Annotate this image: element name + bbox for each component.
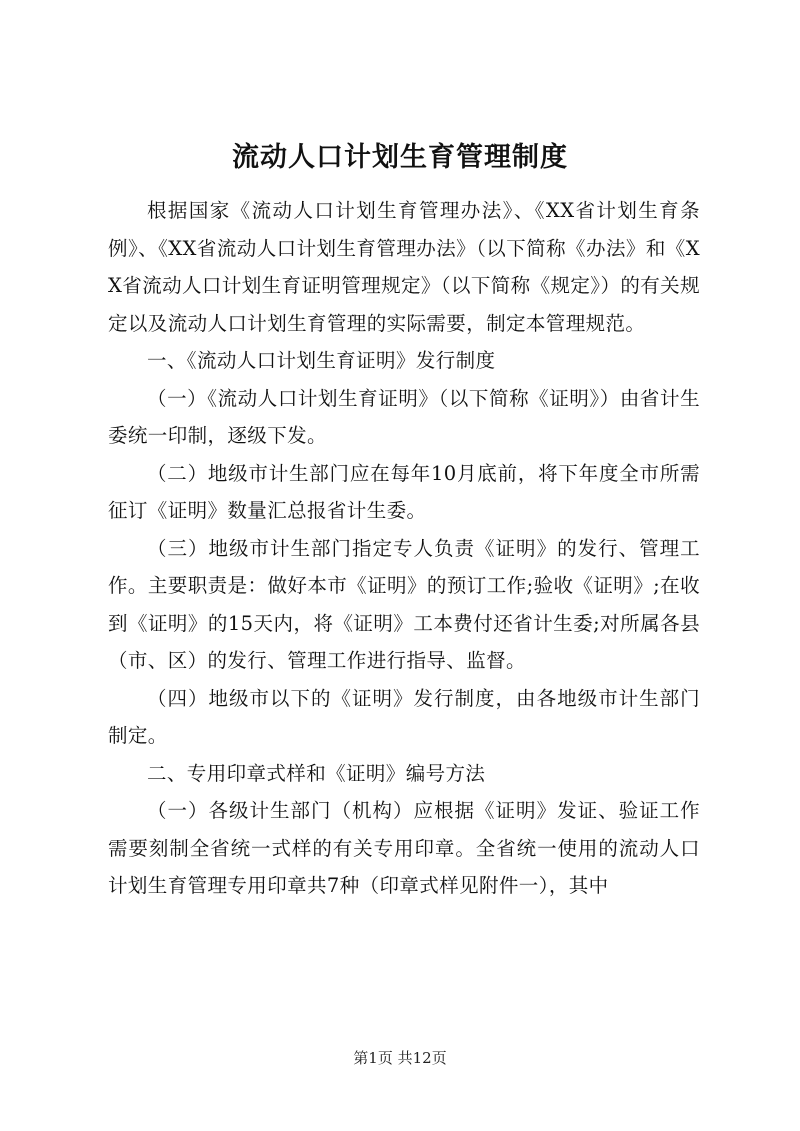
paragraph-1-1: （一）《流动人口计划生育证明》（以下简称《证明》）由省计生委统一印制，逐级下发。 (108, 386, 700, 447)
paragraph-1-3: （三）地级市计生部门指定专人负责《证明》的发行、管理工作。主要职责是：做好本市《证明》的预订工作;验收《证明》;在收到《证明》的15天内，将《证明》工本费付还省计生委;对所属各县（市、区）的发行、管理工作进行指导、监督。 (108, 536, 700, 672)
page-indicator: 第1页 共12页 (353, 1049, 447, 1067)
document-title: 流动人口计划生育管理制度 (232, 142, 568, 173)
section-heading-2: 二、专用印章式样和《证明》编号方法 (147, 761, 486, 785)
document-body (108, 192, 700, 905)
paragraph-2-1: （一）各级计生部门（机构）应根据《证明》发证、验证工作需要刻制全省统一式样的有关专用印章。全省统一使用的流动人口计划生育管理专用印章共7种（印章式样见附件一），其中 (108, 799, 700, 897)
paragraph-1-4: （四）地级市以下的《证明》发行制度，由各地级市计生部门制定。 (108, 686, 700, 747)
paragraph-1-2: （二）地级市计生部门应在每年10月底前，将下年度全市所需征订《证明》数量汇总报省计生委。 (108, 461, 700, 522)
paragraph-intro: 根据国家《流动人口计划生育管理办法》、《XX省计划生育条例》、《XX省流动人口计划生育管理办法》（以下简称《办法》和《XX省流动人口计划生育证明管理规定》（以下简称《规定》）的有关规定以及流动人口计划生育管理的实际需要，制定本管理规范。 (108, 199, 700, 335)
section-heading-1: 一、《流动人口计划生育证明》发行制度 (147, 349, 496, 372)
